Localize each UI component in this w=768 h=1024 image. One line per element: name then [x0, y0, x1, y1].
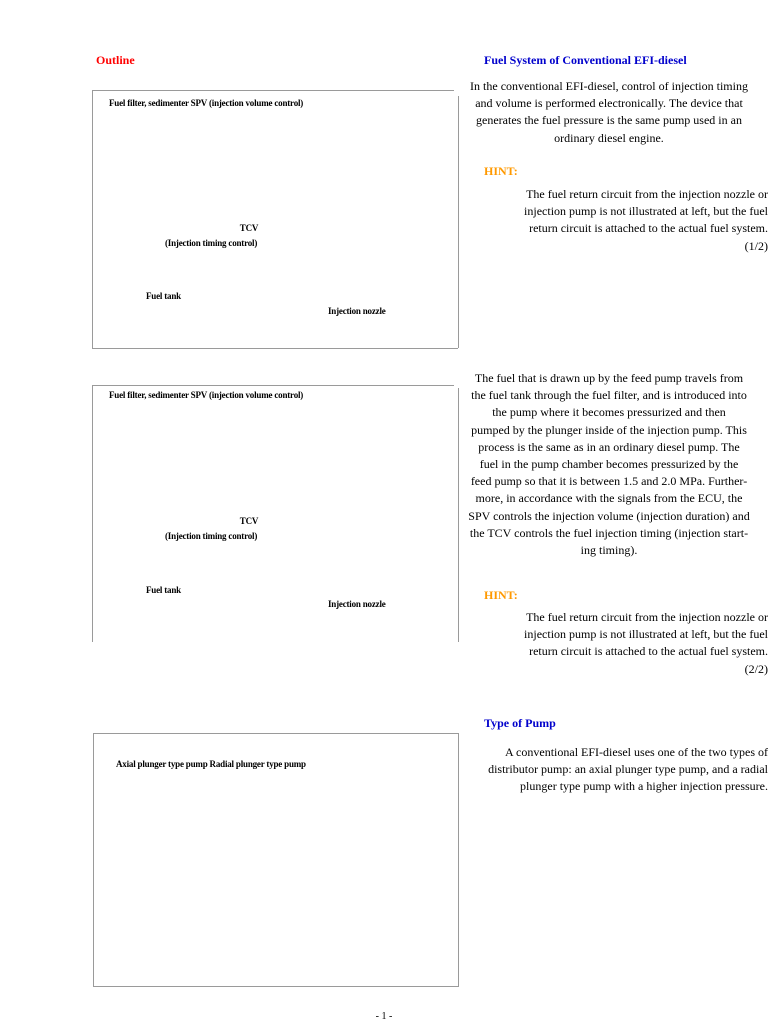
- section-title-type-of-pump: Type of Pump: [484, 716, 556, 730]
- figure2-label-tcv-sub: (Injection timing control): [165, 531, 258, 541]
- outline-title: Outline: [96, 53, 135, 67]
- section1-hint-line: The fuel return circuit from the injection nozzle or: [526, 187, 768, 201]
- section1-body: [450, 78, 768, 147]
- section2-body-line: fuel in the pump chamber becomes pressurized by the: [479, 457, 739, 472]
- section1-hint-label: HINT:: [484, 164, 518, 178]
- section2-hint-line: injection pump is not illustrated at left, but the fuel: [524, 627, 768, 642]
- section3-body-line: A conventional EFI-diesel uses one of the two types of: [505, 745, 768, 759]
- section2-body-line: pumped by the plunger inside of the injection pump. This: [471, 422, 747, 437]
- figure1-bottom-rule: [92, 348, 458, 349]
- section1-hint-page: (1/2): [744, 238, 768, 253]
- figure1-label-filter: Fuel filter, sedimenter SPV (injection volume control): [109, 98, 304, 108]
- section3-body: [440, 744, 768, 796]
- section2-body-line: SPV controls the injection volume (injection duration) and: [468, 508, 750, 523]
- figure1-top-rule: [92, 90, 454, 91]
- section2-hint: [470, 609, 768, 678]
- figure1-label-tank: Fuel tank: [146, 291, 181, 301]
- figure2-label-filter: Fuel filter, sedimenter SPV (injection volume control): [109, 390, 304, 400]
- section2-body-line: process is the same as in an ordinary diesel pump. The: [478, 439, 740, 454]
- section2-body-line: The fuel that is drawn up by the feed pump travels from: [474, 371, 744, 385]
- figure2-top-rule: [92, 385, 454, 386]
- figure1-left-rule: [92, 90, 93, 348]
- figure1-label-tcv-sub: (Injection timing control): [165, 238, 258, 248]
- figure1-label-nozzle: Injection nozzle: [328, 306, 386, 316]
- section1-hint-line: injection pump is not illustrated at left, but the fuel: [524, 204, 768, 219]
- section1-hint: [470, 186, 768, 255]
- section-title-fuel-system: Fuel System of Conventional EFI-diesel: [484, 53, 687, 67]
- section2-body-line: the fuel tank through the fuel filter, and is introduced into: [471, 388, 747, 403]
- section1-body-line: ordinary diesel engine.: [554, 130, 664, 145]
- section1-hint-line: return circuit is attached to the actual fuel system.: [529, 221, 768, 236]
- section2-body-line: more, in accordance with the signals from the ECU, the: [475, 491, 743, 506]
- section1-body-line: and volume is performed electronically. The device that: [475, 96, 743, 111]
- section2-body-line: the TCV controls the fuel injection timing (injection start-: [469, 525, 749, 540]
- page-number: - 1 -: [375, 1011, 393, 1022]
- section2-body-line: feed pump so that it is between 1.5 and 2.0 MPa. Further-: [470, 474, 748, 489]
- figure2-left-rule: [92, 385, 93, 642]
- section2-body-line: the pump where it becomes pressurized and then: [492, 405, 726, 420]
- section2-hint-line: return circuit is attached to the actual fuel system.: [529, 644, 768, 659]
- section2-body: [450, 370, 768, 559]
- figure2-label-nozzle: Injection nozzle: [328, 599, 386, 609]
- section2-hint-line: The fuel return circuit from the injection nozzle or: [526, 610, 768, 624]
- figure1-label-tcv: TCV: [239, 223, 259, 233]
- section1-body-line: generates the fuel pressure is the same pump used in an: [476, 113, 742, 128]
- figure3-label-pumps: Axial plunger type pump Radial plunger type pump: [116, 759, 306, 769]
- figure3-frame: [93, 733, 459, 987]
- figure2-label-tank: Fuel tank: [146, 585, 181, 595]
- section2-hint-label: HINT:: [484, 588, 518, 602]
- section2-hint-page: (2/2): [744, 661, 768, 676]
- section2-body-line: ing timing).: [580, 543, 638, 558]
- section1-body-line: In the conventional EFI-diesel, control of injection timing: [470, 79, 748, 93]
- figure2-label-tcv: TCV: [239, 516, 259, 526]
- section3-body-line: distributor pump: an axial plunger type pump, and a radial: [488, 762, 768, 777]
- section3-body-line: plunger type pump with a higher injection pressure.: [520, 779, 768, 794]
